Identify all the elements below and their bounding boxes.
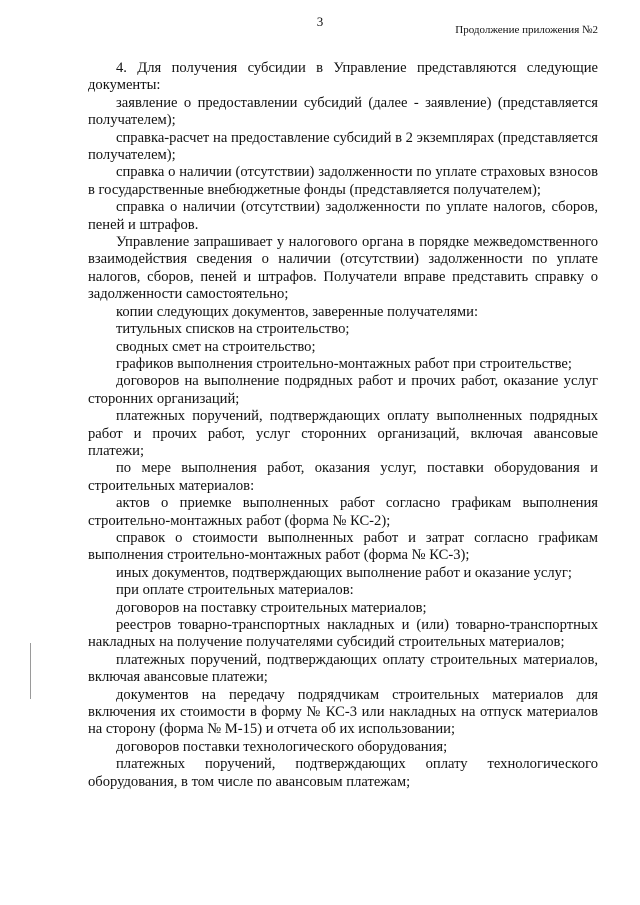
paragraph-materials-contracts: договоров на поставку строительных материалов; [116, 599, 427, 616]
paragraph-ks2-acts: актов о приемке выполненных работ согласно графикам выполнения строительно-монтажных работ (форма № КС-2); [88, 495, 598, 529]
paragraph-other-documents: иных документов, подтверждающих выполнение работ и оказание услуг; [116, 564, 572, 581]
paragraph-ks3-certificates: справок о стоимости выполненных работ и затрат согласно графикам выполнения строительно-монтажных работ (форма № КС-3); [88, 529, 598, 564]
paragraph-as-work-progresses: по мере выполнения работ, оказания услуг, поставки оборудования и строительных материалов: [88, 460, 598, 494]
paragraph-materials-payment: при оплате строительных материалов: [116, 582, 354, 599]
scan-margin-mark [30, 643, 31, 699]
paragraph-title-lists: титульных списков на строительство; [116, 321, 350, 338]
paragraph-payment-orders-materials: платежных поручений, подтверждающих оплату строительных материалов, включая авансовые платежи; [88, 651, 598, 686]
paragraph-calculation: справка-расчет на предоставление субсидий в 2 экземплярах (представляется получателем); [88, 129, 598, 164]
paragraph-application: заявление о предоставлении субсидий (далее - заявление) (представляется получателем); [88, 94, 598, 129]
page-number: 3 [316, 14, 324, 29]
paragraph-insurance-debt: справка о наличии (отсутствии) задолженности по уплате страховых взносов в государственные внебюджетные фонды (представляется получателем); [88, 164, 598, 198]
paragraph-payment-orders-equipment: платежных поручений, подтверждающих оплату технологического оборудования, в том числе по авансовым платежам; [88, 756, 598, 790]
paragraph-contracts: договоров на выполнение подрядных работ и прочих работ, оказание услуг сторонних организаций; [88, 373, 598, 407]
paragraph-interagency-request: Управление запрашивает у налогового органа в порядке межведомственного взаимодействия сведения о наличии (отсутствии) задолженности по уплате налогов, сборов, пеней и штрафов. Получатели вправе представить справку о задолженности самостоятельно; [88, 234, 598, 303]
paragraph-payment-orders-works: платежных поручений, подтверждающих оплату выполненных подрядных работ и прочих работ, услуг сторонних организаций, включая авансовые платежи; [88, 408, 598, 459]
paragraph-estimates: сводных смет на строительство; [116, 338, 316, 355]
continuation-note: Продолжение приложения №2 [455, 24, 598, 36]
paragraph-equipment-contracts: договоров поставки технологического оборудования; [116, 738, 448, 755]
paragraph-waybill-registers: реестров товарно-транспортных накладных и (или) товарно-транспортных накладных на получение получателями субсидий строительных материалов; [88, 617, 598, 651]
paragraph-materials-transfer: документов на передачу подрядчикам строительных материалов для включения их стоимости в форму № КС-3 или накладных на отпуск материалов на сторону (форма № М-15) и отчета об их использовании; [88, 686, 598, 738]
paragraph-documents-intro: 4. Для получения субсидии в Управление представляются следующие документы: [88, 60, 598, 94]
paragraph-copies-intro: копии следующих документов, заверенные получателями: [116, 303, 479, 320]
paragraph-tax-debt: справка о наличии (отсутствии) задолженности по уплате налогов, сборов, пеней и штрафов. [88, 199, 598, 233]
paragraph-schedules: графиков выполнения строительно-монтажных работ при строительстве; [116, 355, 572, 372]
document-body [88, 60, 598, 791]
